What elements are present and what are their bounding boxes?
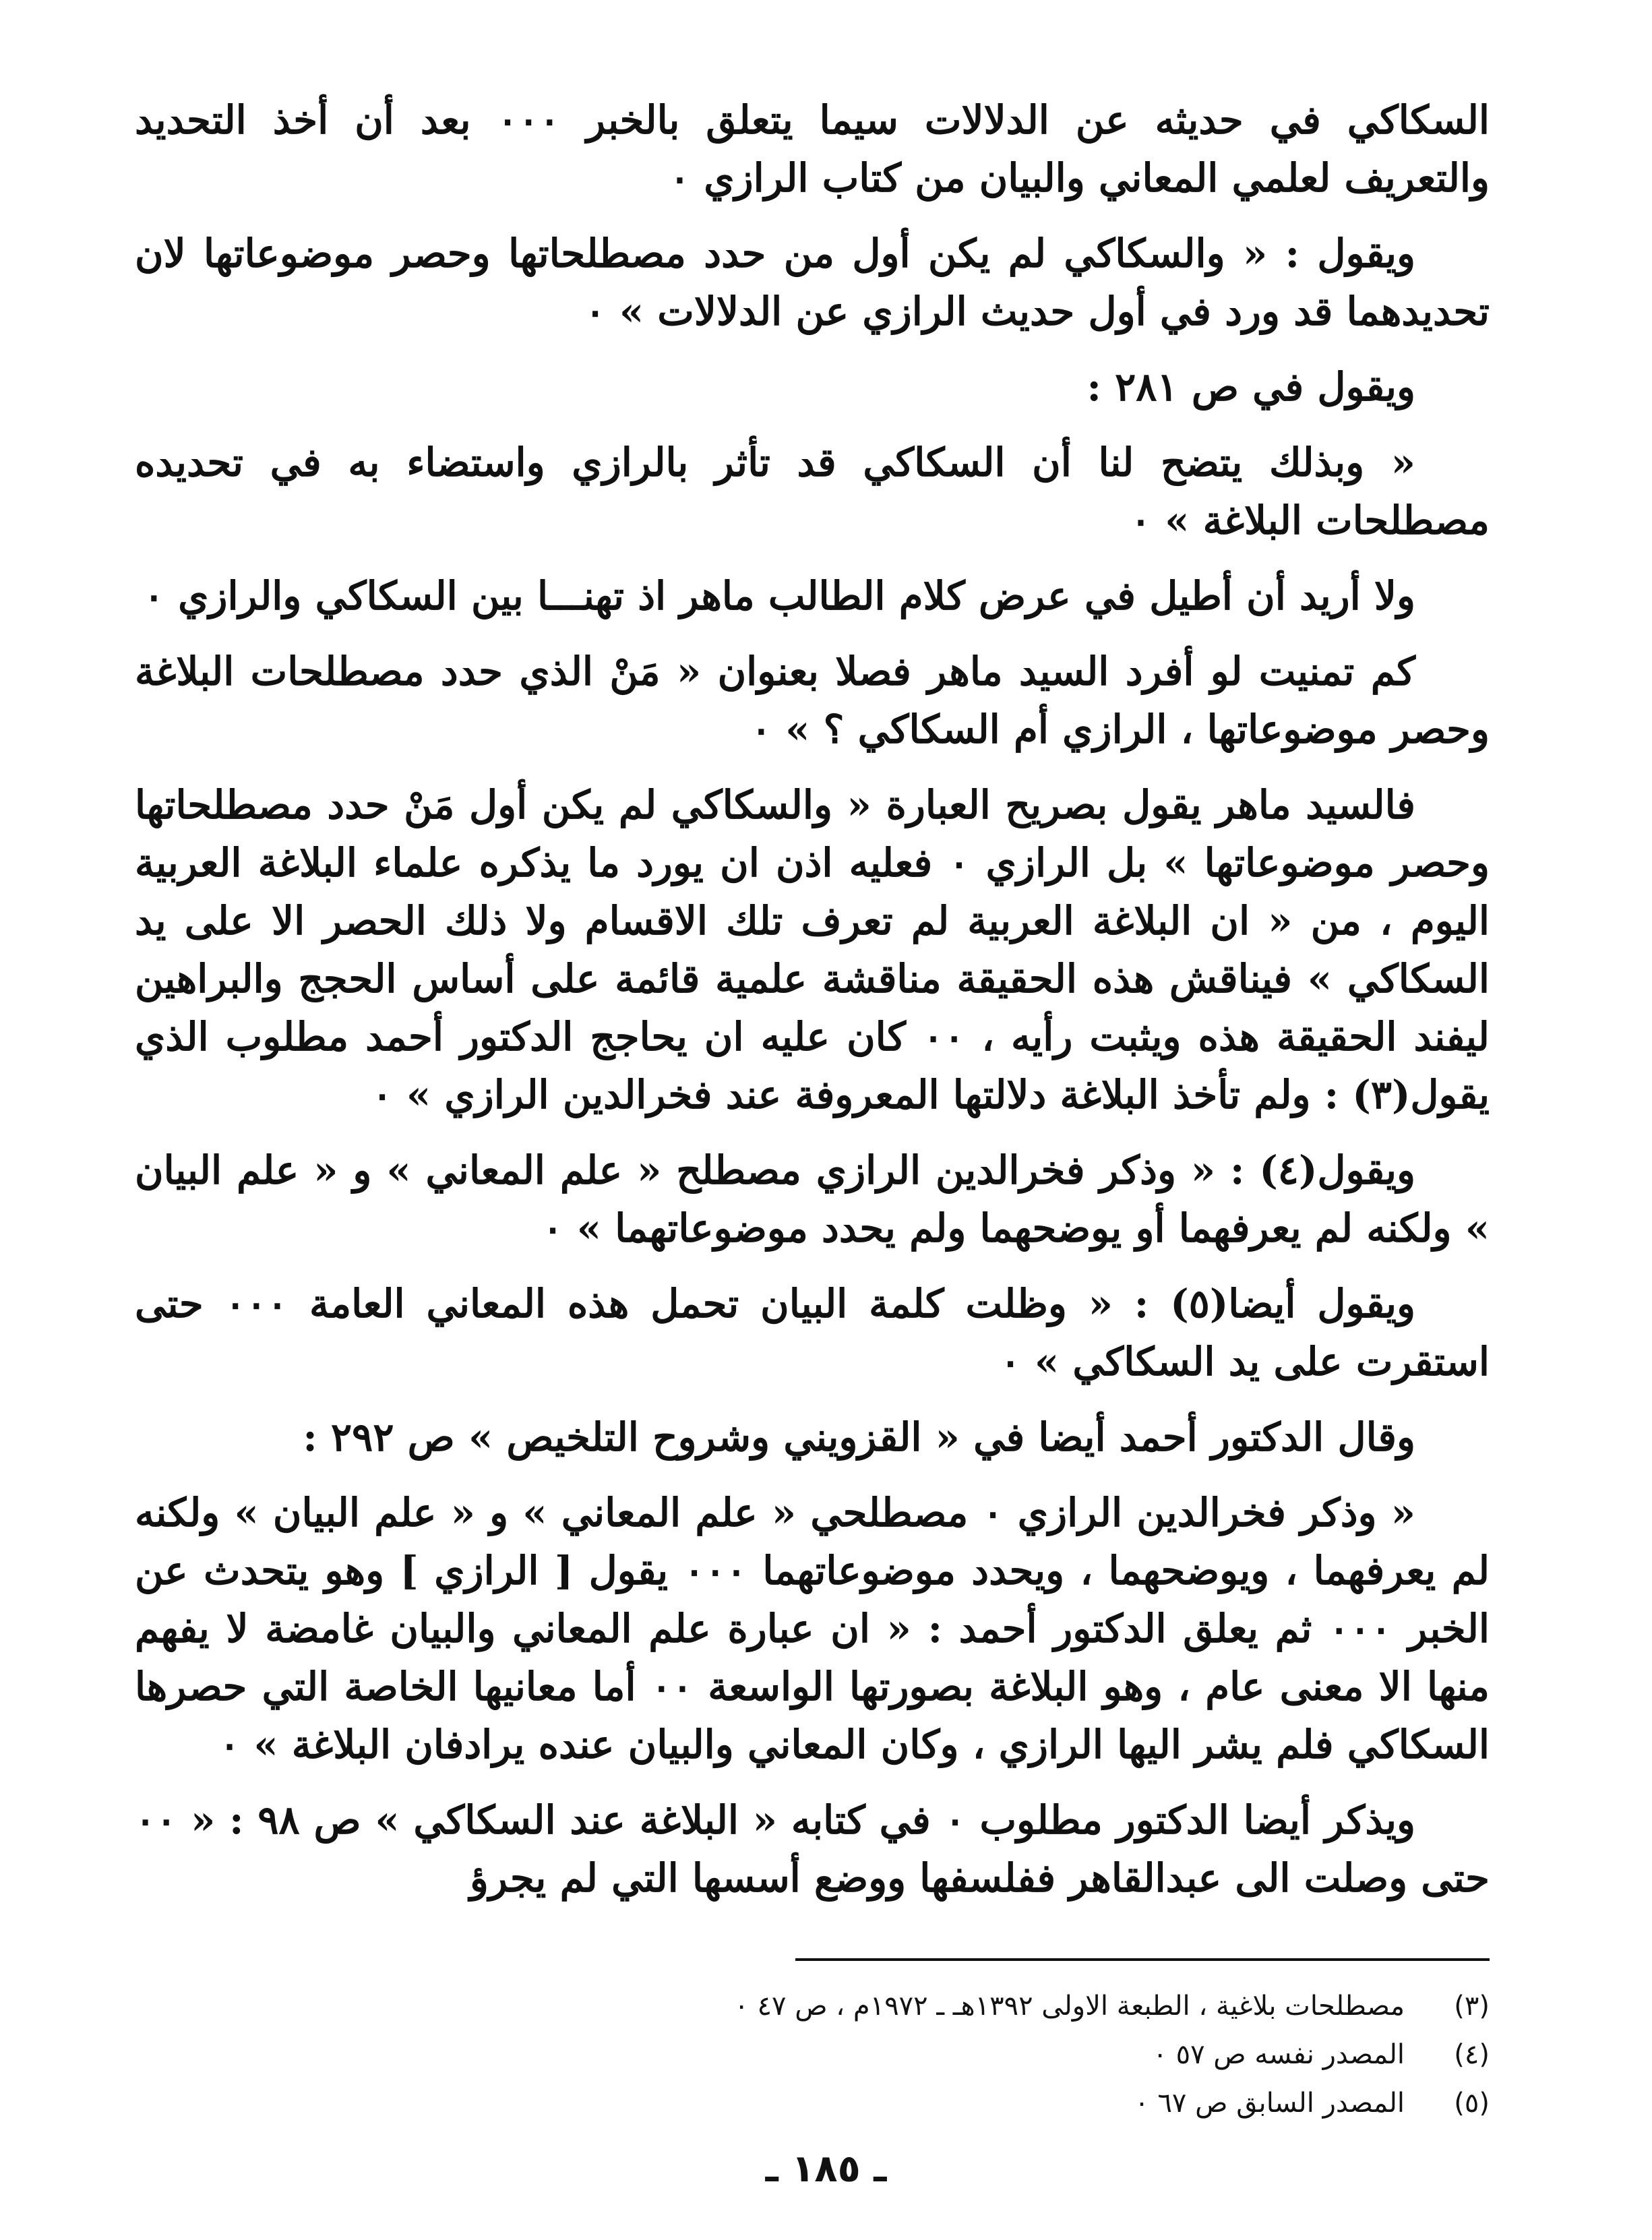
footnote-text: مصطلحات بلاغية ، الطبعة الاولى ١٣٩٢هـ ـ ١٩٧٢م ، ص ٤٧ ٠ xyxy=(734,1991,1405,2022)
paragraph: ويقول : « والسكاكي لم يكن أول من حدد مصطلحاتها وحصر موضوعاتها لان تحديدهما قد ورد في أول حديث الرازي عن الدلالات » ٠ xyxy=(135,231,1490,334)
paragraph: ويقول أيضا(٥) : « وظلت كلمة البيان تحمل هذه المعاني العامة ٠٠٠ حتى استقرت على يد السكاكي » ٠ xyxy=(135,1281,1490,1385)
paragraph: فالسيد ماهر يقول بصريح العبارة « والسكاكي لم يكن أول مَنْ حدد مصطلحاتها وحصر موضوعاتها » بل الرازي ٠ فعليه اذن ان يورد ما يذكره علماء البلاغة العربية اليوم ، من « ان البلاغة العربية لم تعرف تلك الاقسام ولا ذلك الحصر الا على يد السكاكي » فيناقش هذه الحقيقة مناقشة علمية قائمة على أساس الحجج والبراهين ليفند الحقيقة هذه ويثبت رأيه ، ٠٠ كان عليه ان يحاجج الدكتور أحمد مطلوب الذي يقول(٣) : ولم تأخذ البلاغة دلالتها المعروفة عند فخرالدين الرازي » ٠ xyxy=(135,782,1490,1118)
footnote-text: المصدر نفسه ص ٥٧ ٠ xyxy=(1153,2039,1405,2070)
footnote-item xyxy=(135,2030,1490,2079)
main-text xyxy=(135,91,1490,1925)
page-number: ـ ١٨٥ ـ xyxy=(765,2147,887,2191)
paragraph: السكاكي في حديثه عن الدلالات سيما يتعلق بالخبر ٠٠٠ بعد أن أخذ التحديد والتعريف لعلمي المعاني والبيان من كتاب الرازي ٠ xyxy=(135,97,1490,201)
footnote-separator xyxy=(795,1958,1490,1961)
paragraph: ويقول(٤) : « وذكر فخرالدين الرازي مصطلح « علم المعاني » و « علم البيان » ولكنه لم يعرفهما أو يوضحهما ولم يحدد موضوعاتهما » ٠ xyxy=(135,1147,1490,1251)
footnote-item xyxy=(135,1982,1490,2030)
paragraph: « وذكر فخرالدين الرازي ٠ مصطلحي « علم المعاني » و « علم البيان » ولكنه لم يعرفهما ، ويوضحهما ، ويحدد موضوعاتهما ٠٠٠ يقول [ الرازي ] وهو يتحدث عن الخبر ٠٠٠ ثم يعلق الدكتور أحمد : « ان عبارة علم المعاني والبيان غامضة لا يفهم منها الا معنى عام ، وهو البلاغة بصورتها الواسعة ٠٠ أما معانيها الخاصة التي حصرها السكاكي فلم يشر اليها الرازي ، وكان المعاني والبيان عنده يرادفان البلاغة » ٠ xyxy=(135,1490,1490,1767)
paragraph: ويذكر أيضا الدكتور مطلوب ٠ في كتابه « البلاغة عند السكاكي » ص ٩٨ : « ٠٠ حتى وصلت الى عبدالقاهر ففلسفها ووضع أسسها التي لم يجرؤ xyxy=(135,1797,1490,1901)
paragraph: ويقول في ص ٢٨١ : xyxy=(1087,364,1415,410)
paragraph: ولا أريد أن أطيل في عرض كلام الطالب ماهر اذ تهنـــا بين السكاكي والرازي ٠ xyxy=(143,573,1415,619)
paragraph: كم تمنيت لو أفرد السيد ماهر فصلا بعنوان « مَنْ الذي حدد مصطلحات البلاغة وحصر موضوعاتها ، الرازي أم السكاكي ؟ » ٠ xyxy=(135,648,1490,752)
paragraph: « وبذلك يتضح لنا أن السكاكي قد تأثر بالرازي واستضاء به في تحديده مصطلحات البلاغة » ٠ xyxy=(135,440,1490,543)
footnote-number: (٣) xyxy=(1454,1991,1490,2022)
footnote-number: (٤) xyxy=(1454,2039,1490,2070)
footnote-text: المصدر السابق ص ٦٧ ٠ xyxy=(1134,2088,1405,2119)
footnote-number: (٥) xyxy=(1454,2088,1490,2119)
footnote-item xyxy=(135,2079,1490,2127)
footnotes xyxy=(135,1982,1490,2127)
paragraph: وقال الدكتور أحمد أيضا في « القزويني وشروح التلخيص » ص ٢٩٢ : xyxy=(303,1414,1415,1460)
